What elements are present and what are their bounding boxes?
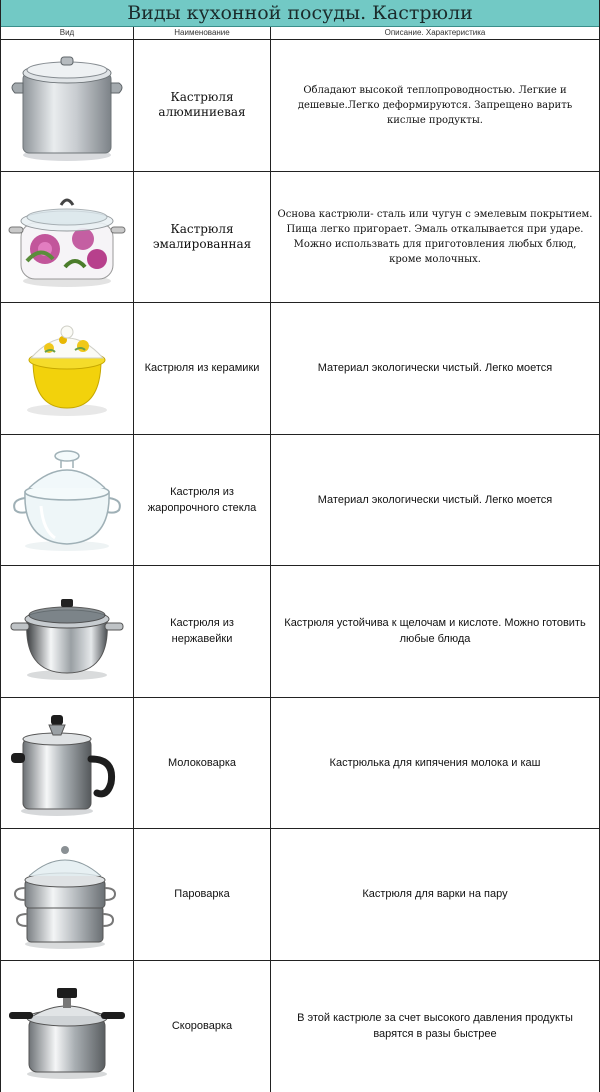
ceramic-pot-icon <box>5 308 130 428</box>
milk-boiler-icon <box>5 703 130 823</box>
pot-name: Скороварка <box>134 961 271 1092</box>
page-title: Виды кухонной посуды. Кастрюли <box>1 0 599 27</box>
header-name: Наименование <box>134 27 271 39</box>
steamer-cell <box>1 829 134 960</box>
ceramic-pot-cell <box>1 303 134 434</box>
table-header <box>1 27 599 40</box>
steamer-icon <box>5 834 130 954</box>
table-row <box>1 829 599 961</box>
pot-description: Материал экологически чистый. Легко моется <box>317 493 553 506</box>
pot-description: Кастрюля устойчива к щелочам и кислоте. Можно готовить любые блюда <box>284 617 586 646</box>
table-body <box>1 40 599 1092</box>
pot-name: Кастрюля из жаропрочного стекла <box>134 435 271 566</box>
milk-boiler-cell <box>1 698 134 829</box>
aluminum-pot-cell <box>1 40 134 171</box>
pot-description: Материал экологически чистый. Легко моется <box>317 362 553 375</box>
pot-name: Кастрюля эмалированная <box>134 172 271 303</box>
table-row <box>1 303 599 435</box>
pot-description: В этой кастрюле за счет высокого давления продукты варятся в разы быстрее <box>297 1012 573 1041</box>
table-row <box>1 172 599 304</box>
pressure-cooker-icon <box>5 966 130 1086</box>
table-row <box>1 961 599 1092</box>
enamel-pot-cell <box>1 172 134 303</box>
header-description: Описание. Характеристика <box>384 28 486 37</box>
pot-description: Кастрюлька для кипячения молока и каш <box>329 756 541 769</box>
header-type: Вид <box>1 27 134 39</box>
table-row <box>1 698 599 830</box>
pot-description: Обладают высокой теплопроводностью. Легкие и дешевые.Легко деформируются. Запрещено варить кислые продукты. <box>297 84 573 126</box>
table-row <box>1 435 599 567</box>
pressure-cooker-cell <box>1 961 134 1092</box>
stainless-pot-cell <box>1 566 134 697</box>
stainless-pot-icon <box>5 571 130 691</box>
aluminum-pot-icon <box>5 43 130 168</box>
enamel-pot-icon <box>5 177 130 297</box>
pot-name: Кастрюля алюминиевая <box>134 40 271 171</box>
table-row <box>1 40 599 172</box>
pot-name: Кастрюля из керамики <box>134 303 271 434</box>
glass-pot-cell <box>1 435 134 566</box>
pot-name: Молоковарка <box>134 698 271 829</box>
pot-name: Кастрюля из нержавейки <box>134 566 271 697</box>
pot-description: Кастрюля для варки на пару <box>362 888 508 901</box>
pot-description: Основа кастрюли- сталь или чугун с эмелевым покрытием. Пища легко пригорает. Эмаль откалывается при ударе. Можно использвать для приготовления любых блюд, кроме молочных. <box>277 208 593 265</box>
pot-name: Пароварка <box>134 829 271 960</box>
table-row <box>1 566 599 698</box>
glass-pot-icon <box>5 440 130 560</box>
